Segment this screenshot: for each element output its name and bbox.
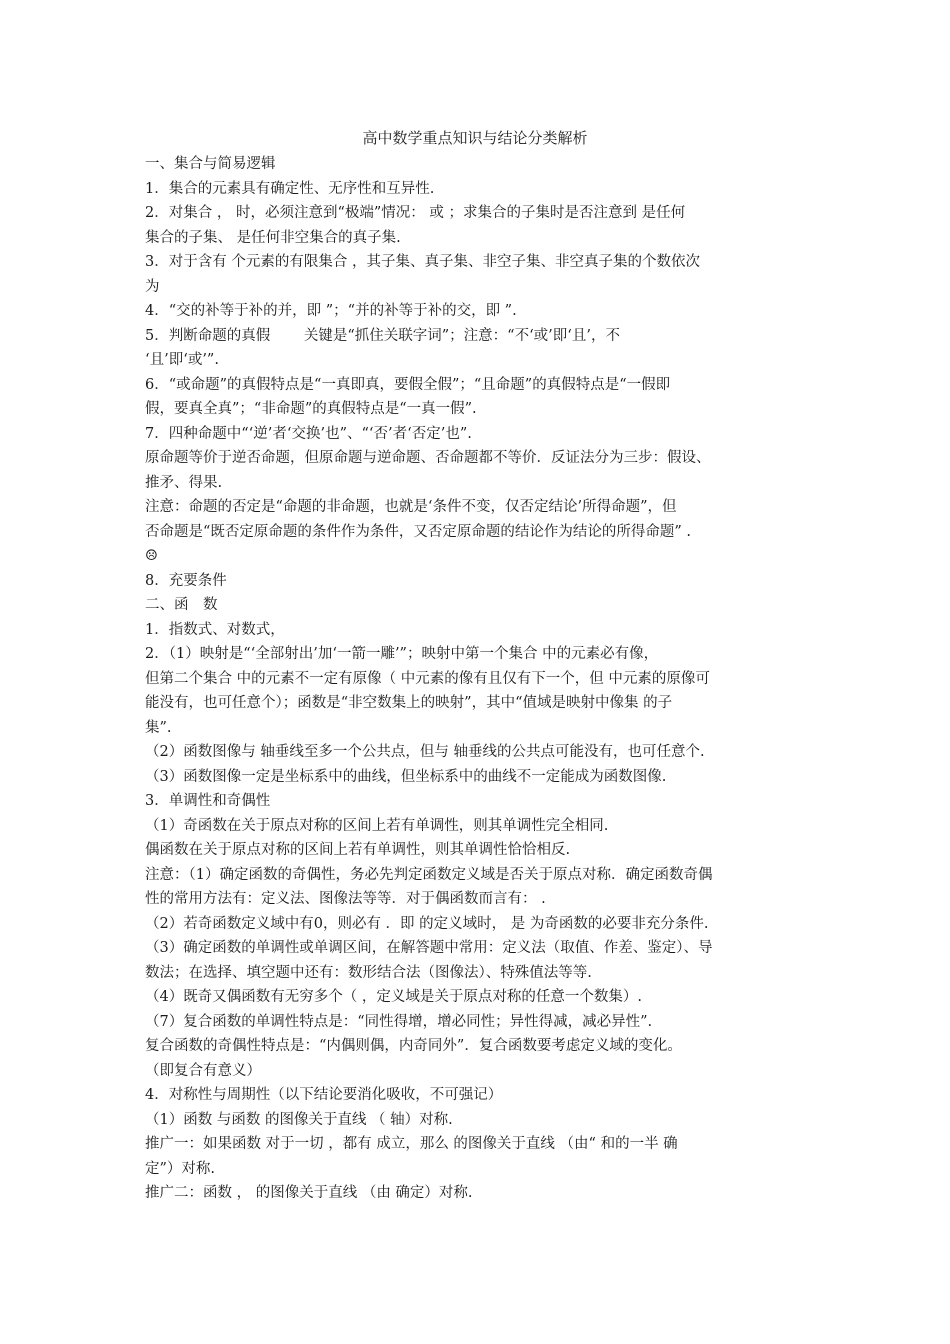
text-line: 注意：命题的否定是“命题的非命题，也就是‘条件不变，仅否定结论’所得命题”，但	[145, 499, 677, 515]
text-line: （1）奇函数在关于原点对称的区间上若有单调性，则其单调性完全相同.	[145, 817, 609, 834]
text-line: ☹	[145, 548, 158, 564]
text-line: 1．集合的元素具有确定性、无序性和互异性.	[145, 180, 435, 197]
text-line: 一、集合与简易逻辑	[145, 156, 276, 172]
document-body	[145, 152, 810, 1206]
text-line: （3）函数图像一定是坐标系中的曲线，但坐标系中的曲线不一定能成为函数图像.	[145, 768, 667, 785]
text-line: 偶函数在关于原点对称的区间上若有单调性，则其单调性恰恰相反.	[145, 842, 571, 858]
text-line: 集合的子集、 是任何非空集合的真子集.	[145, 229, 401, 246]
text-line: 性的常用方法有：定义法、图像法等等．对于偶函数而言有： .	[145, 891, 546, 907]
text-line: 但第二个集合 中的元素不一定有原像（ 中元素的像有且仅有下一个，但 中元素的原像可	[145, 670, 710, 687]
text-line: 复合函数的奇偶性特点是：“内偶则偶，内奇同外”．复合函数要考虑定义域的变化。	[145, 1038, 682, 1054]
text-line: 数法；在选择、填空题中还有：数形结合法（图像法）、特殊值法等等.	[145, 964, 592, 981]
text-line: 否命题是“既否定原命题的条件作为条件，又否定原命题的结论作为结论的所得命题” .	[145, 523, 692, 540]
text-line: 推矛、得果.	[145, 474, 223, 491]
text-line: 假，要真全真”；“非命题”的真假特点是“一真一假”.	[145, 401, 477, 417]
text-line: 原命题等价于逆否命题，但原命题与逆命题、否命题都不等价．反证法分为三步：假设、	[145, 450, 711, 466]
text-line: （4）既奇又偶函数有无穷多个（ ，定义域是关于原点对称的任意一个数集）.	[145, 989, 642, 1005]
text-line: 2．（1）映射是“‘全部射出’加‘一箭一雕’”；映射中第一个集合 中的元素必有像，	[145, 646, 659, 662]
text-line: 3．单调性和奇偶性	[145, 793, 271, 809]
text-line: （7）复合函数的单调性特点是：“同性得增，增必同性；异性得减，减必异性”.	[145, 1013, 653, 1030]
text-line: 2．对集合 ， 时，必须注意到“极端”情况： 或 ；求集合的子集时是否注意到 是任何	[145, 205, 686, 221]
text-line: （3）确定函数的单调性或单调区间，在解答题中常用：定义法（取值、作差、鉴定）、导	[145, 940, 713, 956]
text-line: （即复合有意义）	[145, 1062, 261, 1079]
text-line: 7．四种命题中“‘逆’者‘交换’也”、“‘否’者‘否定’也”.	[145, 425, 472, 442]
text-line: 集”.	[145, 719, 172, 736]
text-line: 为	[145, 278, 160, 295]
text-line: 推广二：函数 ， 的图像关于直线 （由 确定）对称.	[145, 1185, 473, 1201]
text-line: （2）函数图像与 轴垂线至多一个公共点，但与 轴垂线的公共点可能没有，也可任意个.	[145, 744, 705, 760]
text-line: 4．对称性与周期性（以下结论要消化吸收，不可强记）	[145, 1087, 503, 1103]
text-line: 3．对于含有 个元素的有限集合 ，其子集、真子集、非空子集、非空真子集的个数依次	[145, 254, 700, 270]
text-line: 1．指数式、对数式，	[145, 621, 285, 638]
text-line: （2）若奇函数定义域中有0，则必有 ．即 的定义域时， 是 为奇函数的必要非充分条件.	[145, 915, 709, 932]
text-line: 二、函 数	[145, 597, 218, 613]
text-line: （1）函数 与函数 的图像关于直线 （ 轴）对称.	[145, 1111, 453, 1128]
text-line: 5．判断命题的真假 关键是“抓住关联字词”；注意：“不‘或’即‘且’，不	[145, 327, 621, 344]
text-line: 4．“交的补等于补的并，即 ”；“并的补等于补的交，即 ”.	[145, 303, 517, 319]
document-title: 高中数学重点知识与结论分类解析	[362, 129, 588, 147]
text-line: 注意：（1）确定函数的奇偶性，务必先判定函数定义域是否关于原点对称．确定函数奇偶	[145, 866, 713, 883]
text-line: 6．“或命题”的真假特点是“一真即真，要假全假”；“且命题”的真假特点是“一假即	[145, 376, 671, 393]
text-line: ‘且’即‘或’”.	[145, 352, 219, 368]
text-line: 定”）对称.	[145, 1160, 216, 1177]
text-line: 8．充要条件	[145, 572, 227, 589]
text-line: 推广一：如果函数 对于一切 ，都有 成立，那么 的图像关于直线 （由“ 和的一半 确	[145, 1136, 678, 1152]
text-line: 能没有，也可任意个）；函数是“非空数集上的映射”，其中“值域是映射中像集 的子	[145, 695, 673, 711]
